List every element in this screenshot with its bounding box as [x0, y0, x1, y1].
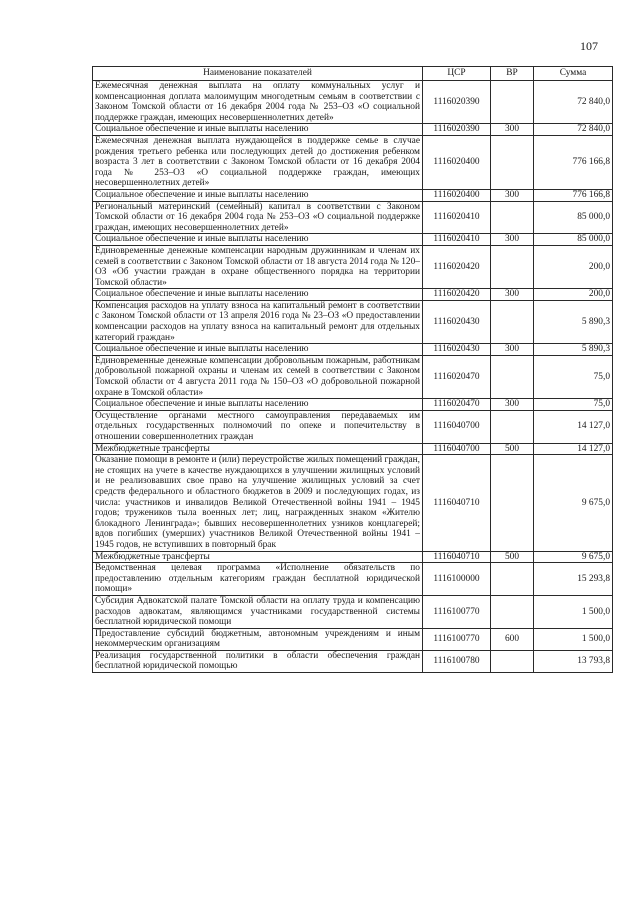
table-row	[93, 563, 613, 596]
table-header-row	[93, 67, 613, 81]
table-row	[93, 81, 613, 124]
cell-sum: 1 500,0	[534, 595, 613, 628]
table-row	[93, 355, 613, 398]
cell-sum: 75,0	[534, 355, 613, 398]
cell-vr: 300	[491, 124, 534, 136]
cell-name: Ежемесячная денежная выплата нуждающейся в поддержке семье в случае рождения третьего ребенка или последующих детей до достижения ребенком возраста 3 лет в соответствии с Законом Томской области от 16 декабря 2004 года № 253–ОЗ «О социальной поддержке граждан, имеющих несовершеннолетних детей»	[93, 135, 423, 189]
cell-csr: 1116020470	[423, 355, 491, 398]
cell-csr: 1116020410	[423, 201, 491, 234]
table-row	[93, 410, 613, 443]
cell-csr: 1116040700	[423, 443, 491, 455]
cell-csr: 1116100780	[423, 650, 491, 672]
cell-vr	[491, 595, 534, 628]
cell-name: Ежемесячная денежная выплата на оплату коммунальных услуг и компенсационная доплата малоимущим многодетным семьям в соответствии с Законом Томской области от 16 декабря 2004 года № 253–ОЗ «О социальной поддержке граждан, имеющих несовершеннолетних детей»	[93, 81, 423, 124]
cell-csr: 1116020410	[423, 234, 491, 246]
cell-sum: 200,0	[534, 245, 613, 288]
cell-vr: 500	[491, 443, 534, 455]
cell-sum: 14 127,0	[534, 443, 613, 455]
cell-name: Единовременные денежные компенсации народным дружинникам и членам их семей в соответствии с Законом Томской области от 18 августа 2014 года № 120–ОЗ «Об участии граждан в охране общественного порядка на территории Томской области»	[93, 245, 423, 288]
table-row	[93, 245, 613, 288]
cell-name: Межбюджетные трансферты	[93, 443, 423, 455]
cell-name: Социальное обеспечение и иные выплаты населению	[93, 124, 423, 136]
cell-vr	[491, 410, 534, 443]
table-row	[93, 399, 613, 411]
cell-name: Ведомственная целевая программа «Исполнение обязательств по предоставлению отдельным категориям граждан бесплатной юридической помощи»	[93, 563, 423, 596]
cell-sum: 776 166,8	[534, 189, 613, 201]
cell-csr: 1116040710	[423, 455, 491, 551]
cell-sum: 13 793,8	[534, 650, 613, 672]
header-vr: ВР	[491, 67, 534, 81]
cell-name: Региональный материнский (семейный) капитал в соответствии с Законом Томской области от 16 декабря 2004 года № 253–ОЗ «О социальной поддержке граждан, имеющих несовершеннолетних детей»	[93, 201, 423, 234]
cell-vr: 300	[491, 289, 534, 301]
cell-csr: 1116020470	[423, 399, 491, 411]
table-row	[93, 201, 613, 234]
cell-vr: 300	[491, 234, 534, 246]
table-row	[93, 135, 613, 189]
cell-vr: 300	[491, 189, 534, 201]
cell-name: Субсидия Адвокатской палате Томской области на оплату труда и компенсацию расходов адвокатам, являющимся участниками государственной системы бесплатной юридической помощи	[93, 595, 423, 628]
cell-sum: 1 500,0	[534, 628, 613, 650]
cell-sum: 14 127,0	[534, 410, 613, 443]
cell-csr: 1116100000	[423, 563, 491, 596]
table-row	[93, 300, 613, 343]
cell-vr	[491, 300, 534, 343]
cell-name: Реализация государственной политики в области обеспечения граждан бесплатной юридической помощью	[93, 650, 423, 672]
table-row	[93, 650, 613, 672]
cell-vr	[491, 650, 534, 672]
cell-csr: 1116020400	[423, 135, 491, 189]
cell-csr: 1116100770	[423, 595, 491, 628]
cell-sum: 776 166,8	[534, 135, 613, 189]
cell-csr: 1116020390	[423, 81, 491, 124]
cell-name: Социальное обеспечение и иные выплаты населению	[93, 189, 423, 201]
cell-sum: 9 675,0	[534, 551, 613, 563]
table-row	[93, 455, 613, 551]
cell-vr: 300	[491, 399, 534, 411]
cell-sum: 75,0	[534, 399, 613, 411]
cell-csr: 1116040700	[423, 410, 491, 443]
cell-name: Социальное обеспечение и иные выплаты населению	[93, 344, 423, 356]
table-row	[93, 344, 613, 356]
cell-vr	[491, 455, 534, 551]
cell-sum: 85 000,0	[534, 234, 613, 246]
cell-sum: 72 840,0	[534, 81, 613, 124]
cell-sum: 200,0	[534, 289, 613, 301]
cell-vr	[491, 135, 534, 189]
cell-vr: 300	[491, 344, 534, 356]
cell-vr: 500	[491, 551, 534, 563]
cell-csr: 1116020390	[423, 124, 491, 136]
table-row	[93, 628, 613, 650]
cell-name: Социальное обеспечение и иные выплаты населению	[93, 399, 423, 411]
cell-vr	[491, 563, 534, 596]
table-row	[93, 595, 613, 628]
table-row	[93, 443, 613, 455]
header-csr: ЦСР	[423, 67, 491, 81]
cell-sum: 9 675,0	[534, 455, 613, 551]
cell-csr: 1116040710	[423, 551, 491, 563]
cell-csr: 1116020430	[423, 300, 491, 343]
cell-vr: 600	[491, 628, 534, 650]
table-row	[93, 234, 613, 246]
budget-table	[92, 66, 613, 673]
cell-name: Компенсация расходов на уплату взноса на капитальный ремонт в соответствии с Законом Томской области от 13 апреля 2016 года № 23–ОЗ «О предоставлении компенсации расходов на уплату взноса на капитальный ремонт для отдельных категорий граждан»	[93, 300, 423, 343]
cell-sum: 5 890,3	[534, 344, 613, 356]
cell-csr: 1116020420	[423, 289, 491, 301]
cell-name: Предоставление субсидий бюджетным, автономным учреждениям и иным некоммерческим организациям	[93, 628, 423, 650]
cell-vr	[491, 245, 534, 288]
table-row	[93, 124, 613, 136]
cell-csr: 1116100770	[423, 628, 491, 650]
table-row	[93, 551, 613, 563]
cell-name: Межбюджетные трансферты	[93, 551, 423, 563]
cell-name: Социальное обеспечение и иные выплаты населению	[93, 234, 423, 246]
header-name: Наименование показателей	[93, 67, 423, 81]
cell-sum: 5 890,3	[534, 300, 613, 343]
cell-sum: 15 293,8	[534, 563, 613, 596]
cell-csr: 1116020430	[423, 344, 491, 356]
cell-sum: 72 840,0	[534, 124, 613, 136]
cell-name: Единовременные денежные компенсации добровольным пожарным, работникам добровольной пожарной охраны и членам их семей в соответствии с Законом Томской области от 4 августа 2011 года № 150–ОЗ «О добровольной пожарной охране в Томской области»	[93, 355, 423, 398]
page-number: 107	[580, 39, 598, 53]
cell-csr: 1116020420	[423, 245, 491, 288]
cell-vr	[491, 201, 534, 234]
cell-name: Оказание помощи в ремонте и (или) переустройстве жилых помещений граждан, не стоящих на учете в качестве нуждающихся в улучшении жилищных условий и не реализовавших свое право на улучшение жилищных условий за счет средств федерального и областного бюджетов в 2009 и последующих годах, из числа: участников и инвалидов Великой Отечественной войны 1941 – 1945 годов; тружеников тыла военных лет; лиц, награжденных знаком «Жителю блокадного Ленинграда»; бывших несовершеннолетних узников концлагерей; вдов погибших (умерших) участников Великой Отечественной войны 1941 – 1945 годов, не вступивших в повторный брак	[93, 455, 423, 551]
table-row	[93, 189, 613, 201]
header-sum: Сумма	[534, 67, 613, 81]
table-row	[93, 289, 613, 301]
cell-sum: 85 000,0	[534, 201, 613, 234]
cell-vr	[491, 81, 534, 124]
cell-name: Социальное обеспечение и иные выплаты населению	[93, 289, 423, 301]
cell-name: Осуществление органами местного самоуправления передаваемых им отдельных государственных полномочий по опеке и попечительству в отношении совершеннолетних граждан	[93, 410, 423, 443]
cell-vr	[491, 355, 534, 398]
cell-csr: 1116020400	[423, 189, 491, 201]
